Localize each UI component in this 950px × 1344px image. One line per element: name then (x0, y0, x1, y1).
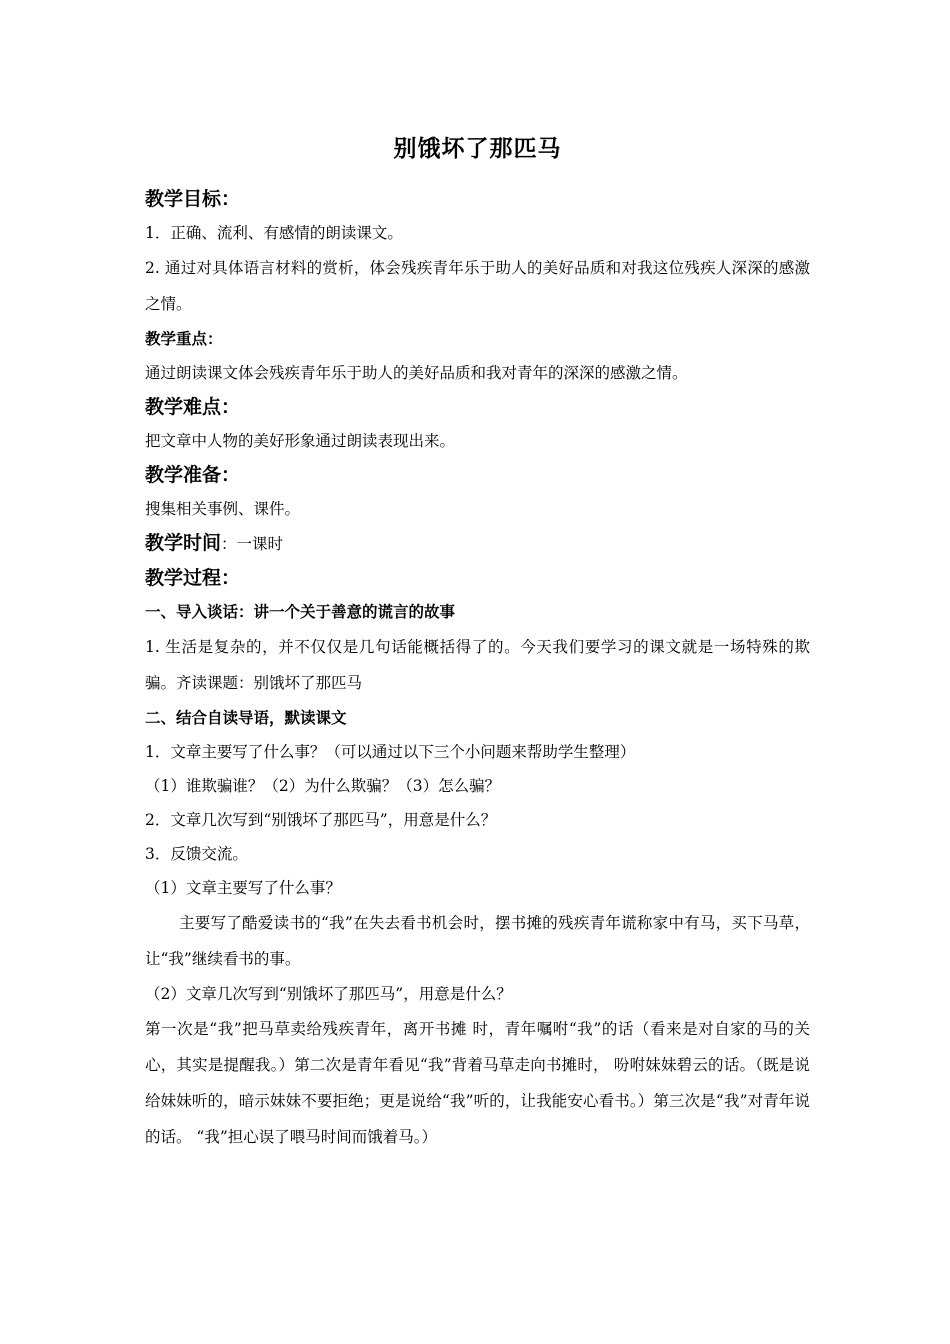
objective-item: 1．正确、流利、有感情的朗读课文。 (145, 224, 403, 242)
objectives-heading: 教学目标： (145, 188, 241, 210)
document-title: 别饿坏了那匹马 (393, 136, 562, 162)
part2-item: （1）谁欺骗谁？（2）为什么欺骗？（3）怎么骗？ (145, 777, 501, 795)
preparation-heading: 教学准备： (145, 464, 241, 486)
time-heading: 教学时间 (145, 532, 222, 554)
time-line (145, 526, 810, 561)
part1-heading: 一、导入谈话：讲一个关于善意的谎言的故事 (145, 603, 456, 621)
part2-item: （1）文章主要写了什么事？ (145, 879, 341, 897)
difficulty-text: 把文章中人物的美好形象通过朗读表现出来。 (145, 432, 456, 450)
answer1-paragraph: 主要写了酷爱读书的“我”在失去看书机会时，摆书摊的残疾青年谎称家中有马，买下马草，让“我”继续看书的事。 (145, 914, 810, 968)
part1-text: 1. 生活是复杂的，并不仅仅是几句话能概括得了的。今天我们要学习的课文就是一场特殊的欺骗。齐读课题：别饿坏了那匹马 (145, 638, 810, 692)
key-points-heading: 教学重点： (145, 330, 223, 348)
part2-item: 1．文章主要写了什么事？（可以通过以下三个小问题来帮助学生整理） (145, 743, 636, 761)
part2-item: 2．文章几次写到“别饿坏了那匹马”，用意是什么？ (145, 811, 497, 829)
question2-text: （2）文章几次写到“别饿坏了那匹马”，用意是什么？ (145, 985, 512, 1003)
part2-item: 3．反馈交流。 (145, 845, 248, 863)
process-heading: 教学过程： (145, 567, 241, 589)
part2-heading: 二、结合自读导语，默读课文 (145, 709, 347, 727)
difficulty-heading: 教学难点： (145, 396, 241, 418)
preparation-text: 搜集相关事例、课件。 (145, 500, 301, 518)
key-points-text: 通过朗读课文体会残疾青年乐于助人的美好品质和我对青年的深深的感激之情。 (145, 364, 688, 382)
document-content (145, 130, 810, 1155)
objective-item: 2. 通过对具体语言材料的赏析，体会残疾青年乐于助人的美好品质和对我这位残疾人深深的感激之情。 (145, 259, 810, 313)
answer2-paragraph: 第一次是“我”把马草卖给残疾青年，离开书摊 时，青年嘱咐“我”的话（看来是对自家的马的关心，其实是提醒我。）第二次是青年看见“我”背着马草走向书摊时， 吩咐妹妹碧云的话。（既是说给妹妹听的，暗示妹妹不要拒绝；更是说给“我”听的，让我能安心看书。）第三次是“我”对青年说的话。 “我”担心误了喂马时间而饿着马。） (145, 1020, 810, 1146)
time-text: ：一课时 (221, 535, 284, 553)
